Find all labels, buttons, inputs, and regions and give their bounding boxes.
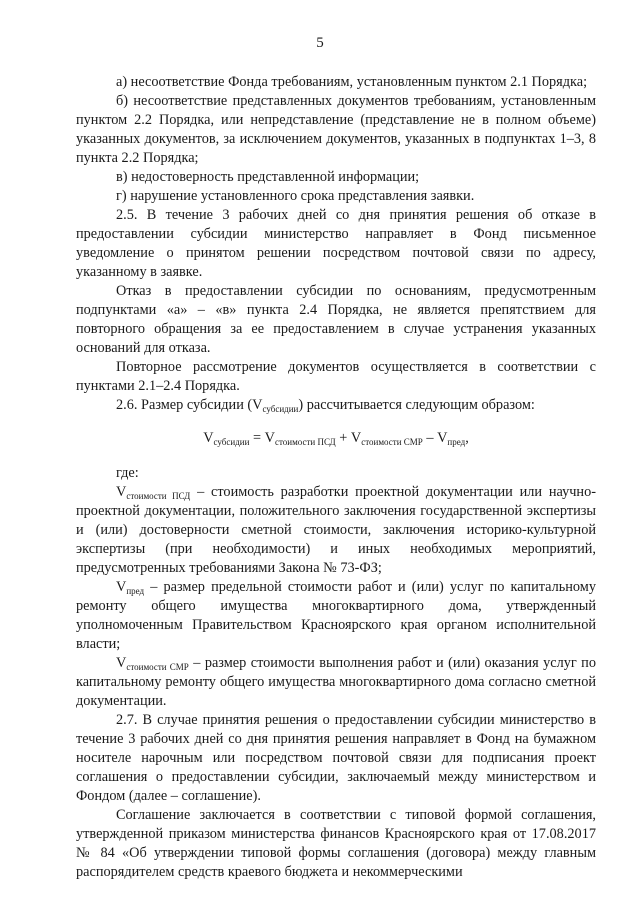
var-v: V	[116, 579, 127, 595]
formula-sub: пред	[447, 437, 466, 447]
formula-sub: стоимости СМР	[361, 437, 423, 447]
definition-smr	[76, 654, 596, 711]
formula-sub: субсидии	[213, 437, 250, 447]
document-body	[76, 73, 596, 882]
definition-pred	[76, 578, 596, 654]
var-v: V	[116, 655, 127, 671]
paragraph-agreement: Соглашение заключается в соответствии с типовой формой соглашения, утвержденной приказом министерства финансов Красноярского края от 17.08.2017 № 84 «Об утверждении типовой формы соглашения (договора) между главным распорядителем средств краевого бюджета и некоммерческими	[76, 807, 596, 880]
subsidy-formula	[76, 429, 596, 448]
paragraph-b: б) несоответствие представленных документов требованиям, установленным пунктом 2.2 Порядка, или непредставление (представление не в полном объеме) указанных документов, за исключением документов, указанных в подпунктах 1–3, 8 пункта 2.2 Порядка;	[76, 93, 596, 166]
var-v: V	[116, 484, 127, 500]
paragraph-reconsideration: Повторное рассмотрение документов осуществляется в соответствии с пунктами 2.1–2.4 Порядка.	[76, 359, 596, 394]
formula-v: V	[437, 430, 448, 446]
formula-eq: =	[249, 430, 265, 446]
formula-plus: +	[335, 430, 351, 446]
var-sub: пред	[126, 586, 145, 596]
formula-v: V	[264, 430, 275, 446]
text: ) рассчитывается следующим образом:	[298, 397, 535, 413]
formula-v: V	[350, 430, 362, 446]
formula-minus: –	[422, 430, 438, 446]
formula-sub: стоимости ПСД	[274, 437, 336, 447]
definition-text: – стоимость разработки проектной документации или научно-проектной документации, положительного заключения государственной экспертизы и (или) достоверности сметной стоимости, заключения историко-культурной экспертизы (при необходимости) и иных необходимых мероприятий, предусмотренных требованиями Закона № 73-ФЗ;	[76, 484, 596, 576]
paragraph-a: а) несоответствие Фонда требованиям, установленным пунктом 2.1 Порядка;	[116, 74, 588, 90]
definition-psd	[76, 483, 596, 578]
formula-v: V	[203, 430, 214, 446]
var-sub: стоимости ПСД	[126, 491, 191, 501]
paragraph-2-6	[76, 396, 596, 415]
definition-text: – размер стоимости выполнения работ и (или) оказания услуг по капитальному ремонту общего имущества многоквартирного дома согласно сметной документации.	[76, 655, 596, 709]
definition-text: – размер предельной стоимости работ и (или) услуг по капитальному ремонту общего имущества многоквартирного дома, утвержденный уполномоченным Правительством Красноярского края органом исполнительной власти;	[76, 579, 596, 652]
paragraph-g: г) нарушение установленного срока представления заявки.	[116, 188, 475, 204]
where-label: где:	[116, 465, 139, 481]
text: 2.6. Размер субсидии (V	[116, 397, 263, 413]
subscript: субсидии	[262, 404, 299, 414]
paragraph-v: в) недостоверность представленной информации;	[116, 169, 420, 185]
paragraph-2-5: 2.5. В течение 3 рабочих дней со дня принятия решения об отказе в предоставлении субсидии министерство направляет в Фонд письменное уведомление о принятом решении посредством почтовой связи по адресу, указанному в заявке.	[76, 207, 596, 280]
page-number: 5	[316, 35, 324, 51]
var-sub: стоимости СМР	[126, 662, 189, 672]
formula-tail: ,	[465, 430, 469, 446]
paragraph-refusal: Отказ в предоставлении субсидии по основаниям, предусмотренным подпунктами «а» – «в» пункта 2.4 Порядка, не является препятствием для повторного обращения за ее предоставлением в случае устранения указанных оснований для отказа.	[76, 283, 596, 356]
paragraph-2-7: 2.7. В случае принятия решения о предоставлении субсидии министерство в течение 3 рабочих дней со дня принятия решения направляет в Фонд на бумажном носителе нарочным или посредством почтовой связи для подписания проект соглашения о предоставлении субсидии, заключаемый между министерством и Фондом (далее – соглашение).	[76, 712, 596, 804]
